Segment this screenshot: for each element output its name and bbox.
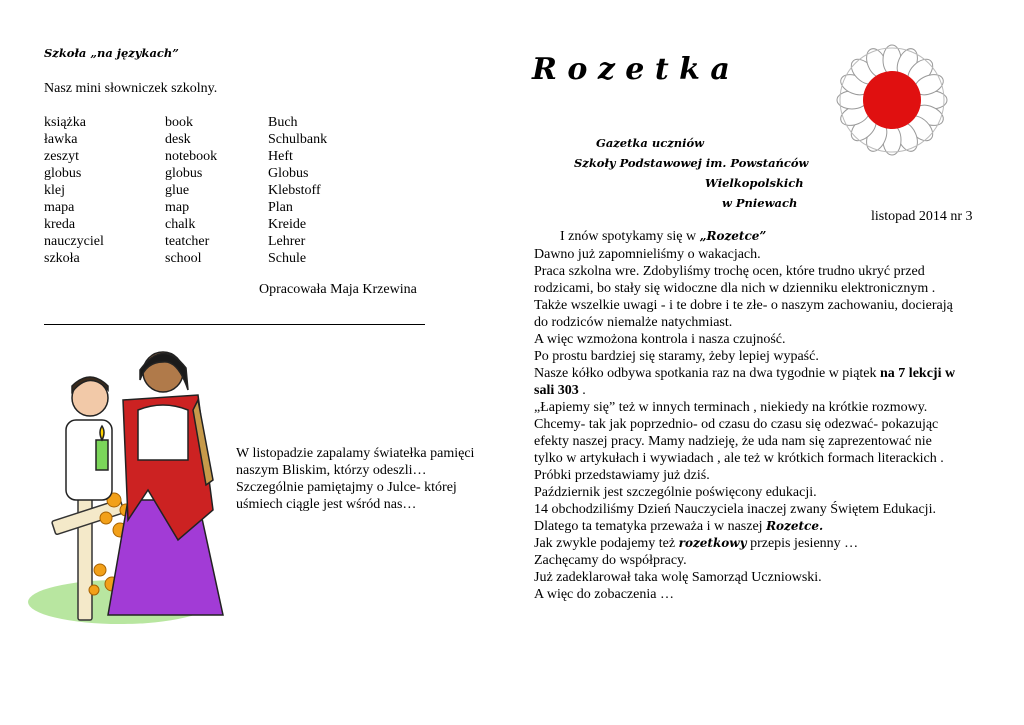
body-line: Jak zwykle podajemy też rozetkowy przepis jesienny … [534,536,859,551]
vocab-row [44,233,404,250]
vocab-polish: klej [44,183,65,198]
body-line: Październik jest szczególnie poświęcony edukacji. [534,485,817,500]
body-line: 14 obchodziliśmy Dzień Nauczyciela inaczej zwany Świętem Edukacji. [534,502,936,517]
vocab-english: school [165,251,202,266]
vocab-english: desk [165,132,191,147]
body-line: Chcemy- tak jak poprzednio- od czasu do czasu się odezwać- pokazując [534,417,939,432]
vocab-row [44,182,404,199]
vocab-polish: zeszyt [44,149,79,164]
vocab-english: notebook [165,149,218,164]
rosette-icon [834,42,950,158]
memorial-line: Szczególnie pamiętajmy o Julce- której [236,480,457,495]
memorial-line: naszym Bliskim, którzy odeszli… [236,463,427,478]
vocab-polish: książka [44,115,86,130]
vocab-english: globus [165,166,203,181]
newspaper-title: R o z e t k a [532,52,730,87]
header-line: Szkoły Podstawowej im. Powstańców [574,156,809,170]
vocab-polish: globus [44,166,82,181]
memorial-line: W listopadzie zapalamy światełka pamięci [236,446,475,461]
vocab-english: map [165,200,190,215]
vocab-english: glue [165,183,190,198]
vocab-german: Buch [268,115,298,130]
vocab-row [44,165,404,182]
vocab-row [44,131,404,148]
vocab-polish: mapa [44,200,75,215]
vocab-german: Klebstoff [268,183,321,198]
intro-line [560,229,766,245]
body-line: rodzicami, bo stały się widoczne dla nich w dzienniku elektronicznym . [534,281,936,296]
body-line: Zachęcamy do współpracy. [534,553,687,568]
meeting-bold: na 7 lekcji w [880,366,956,381]
recipe-name: rozetkowy [678,536,747,550]
vocab-german: Lehrer [268,234,306,249]
memorial-line: uśmiech ciągle jest wśród nas… [236,497,417,512]
vocab-polish: kreda [44,217,76,232]
author-credit: Opracowała Maja Krzewina [259,282,417,297]
vocab-row [44,199,404,216]
header-line: Gazetka uczniów [596,136,705,150]
vocab-row [44,114,404,131]
meeting-room: sali 303 [534,383,579,398]
vocab-german: Heft [268,149,293,164]
vocab-polish: ławka [44,132,78,147]
body-line: Już zadeklarował taka wolę Samorząd Uczniowski. [534,570,822,585]
vocab-german: Plan [268,200,293,215]
body-line: sali 303 . [534,383,586,398]
header-line: Wielkopolskich [705,176,804,190]
vocab-row [44,148,404,165]
vocab-german: Kreide [268,217,307,232]
woman-figure [108,352,223,615]
vocab-row [44,250,404,267]
intro-name: „Rozetce” [699,229,767,243]
body-line: Także wszelkie uwagi - i te dobre i te złe- o naszym zachowaniu, docierają [534,298,953,313]
body-line: A więc do zobaczenia … [534,587,674,602]
divider-line [44,324,425,325]
body-line: „Łapiemy się” też w innych terminach , niekiedy na krótkie rozmowy. [534,400,928,415]
memorial-text [236,445,474,513]
body-line: tylko w artykułach i wywiadach , ale też w krótkich formach literackich . [534,451,944,466]
body-line: Po prostu bardziej się staramy, żeby lepiej wypaść. [534,349,819,364]
vocab-english: book [165,115,193,130]
boy-figure [66,377,112,500]
vocab-english: teatcher [165,234,210,249]
vocab-german: Schulbank [268,132,328,147]
vocab-subtitle: Nasz mini słowniczek szkolny. [44,81,218,96]
body-line: Nasze kółko odbywa spotkania raz na dwa tygodnie w piątek na 7 lekcji w [534,366,956,381]
body-line: Próbki przedstawiamy już dziś. [534,468,710,483]
body-line: Praca szkolna wre. Zdobyliśmy trochę ocen, które trudno ukryć przed [534,264,925,279]
vocab-english: chalk [165,217,196,232]
body-line: do rodziców niemalże natychmiast. [534,315,733,330]
theme-name: Rozetce. [766,519,824,533]
body-line: Dlatego ta tematyka przeważa i w naszej Rozetce. [534,519,824,534]
body-line: efekty naszej pracy. Mamy nadzieję, że uda nam się zaprezentować nie [534,434,932,449]
vocab-polish: nauczyciel [44,234,104,249]
intro-prefix: I znów spotykamy się w [560,229,700,244]
vocab-german: Globus [268,166,309,181]
body-line: Dawno już zapomnieliśmy o wakacjach. [534,247,761,262]
body-line: A więc wzmożona kontrola i nasza czujność. [534,332,786,347]
memorial-illustration [28,340,228,640]
issue-info: listopad 2014 nr 3 [871,209,973,224]
section-title: Szkoła „na językach” [44,46,179,60]
vocab-row [44,216,404,233]
header-line: w Pniewach [722,196,798,210]
vocab-polish: szkoła [44,251,80,266]
vocab-german: Schule [268,251,307,266]
